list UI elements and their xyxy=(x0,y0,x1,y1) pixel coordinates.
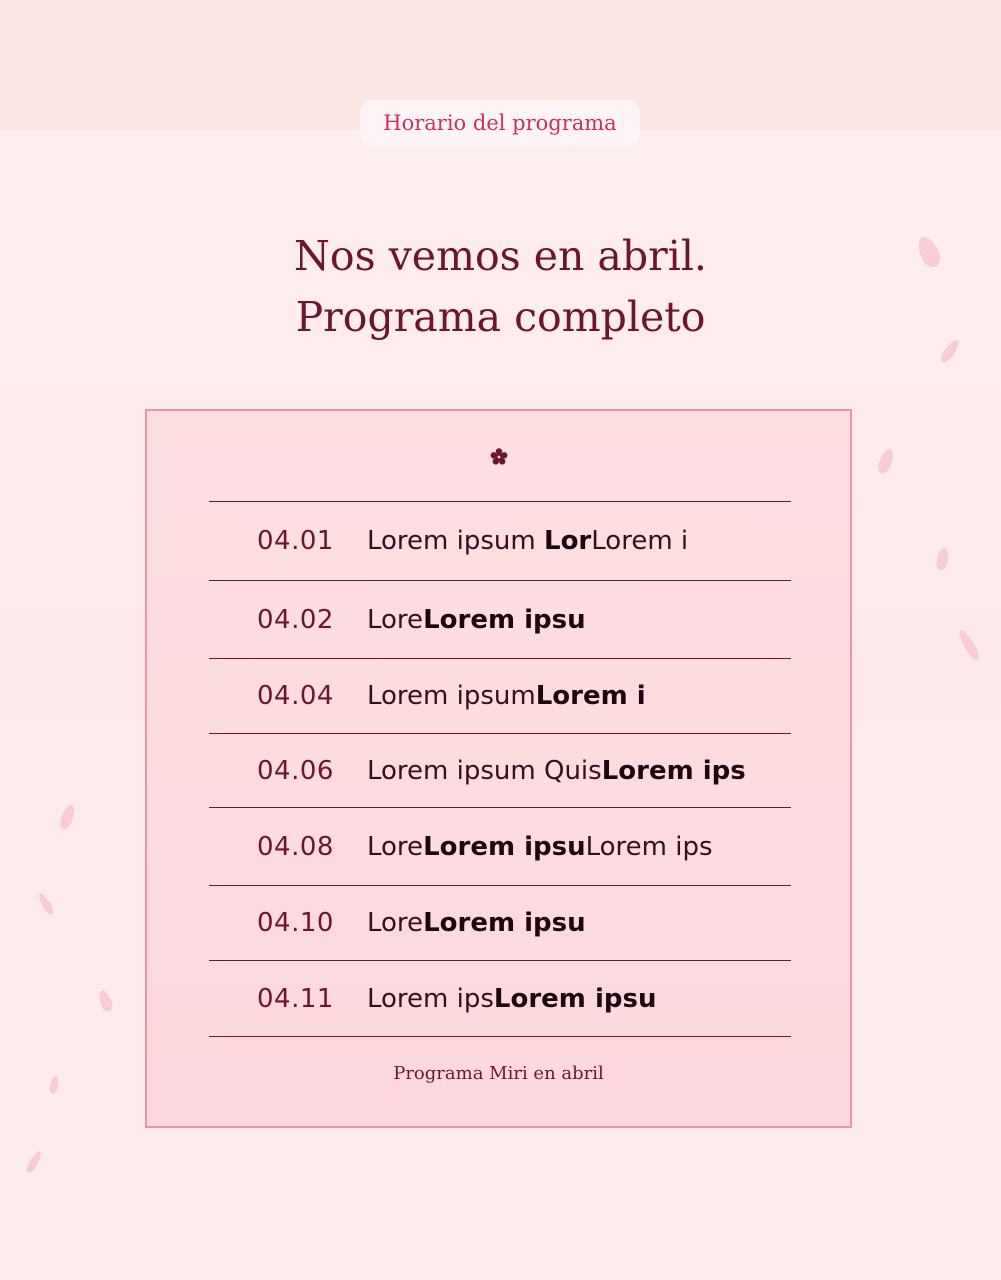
schedule-description xyxy=(367,681,646,711)
schedule-row xyxy=(209,659,791,734)
petal-icon xyxy=(876,447,896,476)
schedule-row xyxy=(209,808,791,886)
desc-text-bold: Lorem ipsu xyxy=(423,831,586,862)
schedule-date: 04.08 xyxy=(257,831,334,862)
desc-text-bold: Lorem i xyxy=(535,681,646,711)
desc-text-bold: Lorem ipsu xyxy=(493,983,657,1014)
title-line-1: Nos vemos en abril. xyxy=(294,232,707,280)
schedule-row xyxy=(209,886,791,961)
desc-text-bold: Lorem ipsu xyxy=(423,604,586,635)
desc-text: Lore xyxy=(367,908,424,938)
desc-text: Lore xyxy=(367,604,424,635)
desc-text: Lorem ipsum Quis xyxy=(367,755,602,786)
desc-text: Lorem ips xyxy=(585,831,713,862)
flower-icon xyxy=(489,447,509,467)
desc-text: Lorem ips xyxy=(367,983,494,1014)
petal-icon xyxy=(48,1075,59,1094)
schedule-row xyxy=(209,961,791,1037)
desc-text-bold: Lorem ipsu xyxy=(423,908,586,938)
schedule-tag xyxy=(360,100,640,146)
schedule-description xyxy=(367,756,746,786)
schedule-date: 04.01 xyxy=(257,526,334,556)
schedule-description xyxy=(367,605,586,635)
title-line-2: Programa completo xyxy=(295,293,706,341)
schedule-description xyxy=(367,832,713,862)
card-footer: Programa Miri en abril xyxy=(393,1063,604,1084)
petal-icon xyxy=(58,803,77,831)
schedule-date: 04.06 xyxy=(257,755,334,786)
schedule-date: 04.02 xyxy=(257,604,334,635)
desc-text-bold: Lorem ips xyxy=(601,755,746,786)
desc-text: Lore xyxy=(367,831,424,862)
schedule-row xyxy=(209,734,791,808)
page-title xyxy=(0,226,1001,348)
schedule-date: 04.11 xyxy=(257,983,334,1014)
petal-icon xyxy=(935,547,950,571)
petal-icon xyxy=(956,628,982,662)
schedule-description xyxy=(367,908,586,938)
petal-icon xyxy=(25,1150,44,1175)
petal-icon xyxy=(97,989,115,1013)
schedule-description xyxy=(367,526,688,556)
schedule-date: 04.04 xyxy=(257,681,334,711)
schedule-row xyxy=(209,502,791,581)
desc-text: Lorem ipsum xyxy=(367,681,536,711)
desc-text: Lorem ipsum xyxy=(367,526,544,556)
desc-text: Lorem i xyxy=(591,526,689,556)
schedule-description xyxy=(367,984,656,1014)
schedule-list xyxy=(209,501,791,1037)
schedule-row xyxy=(209,581,791,659)
desc-text-bold: Lor xyxy=(544,526,592,556)
petal-icon xyxy=(37,892,56,917)
schedule-date: 04.10 xyxy=(257,908,334,938)
schedule-tag-label: Horario del programa xyxy=(383,111,617,135)
schedule-card xyxy=(145,409,852,1128)
